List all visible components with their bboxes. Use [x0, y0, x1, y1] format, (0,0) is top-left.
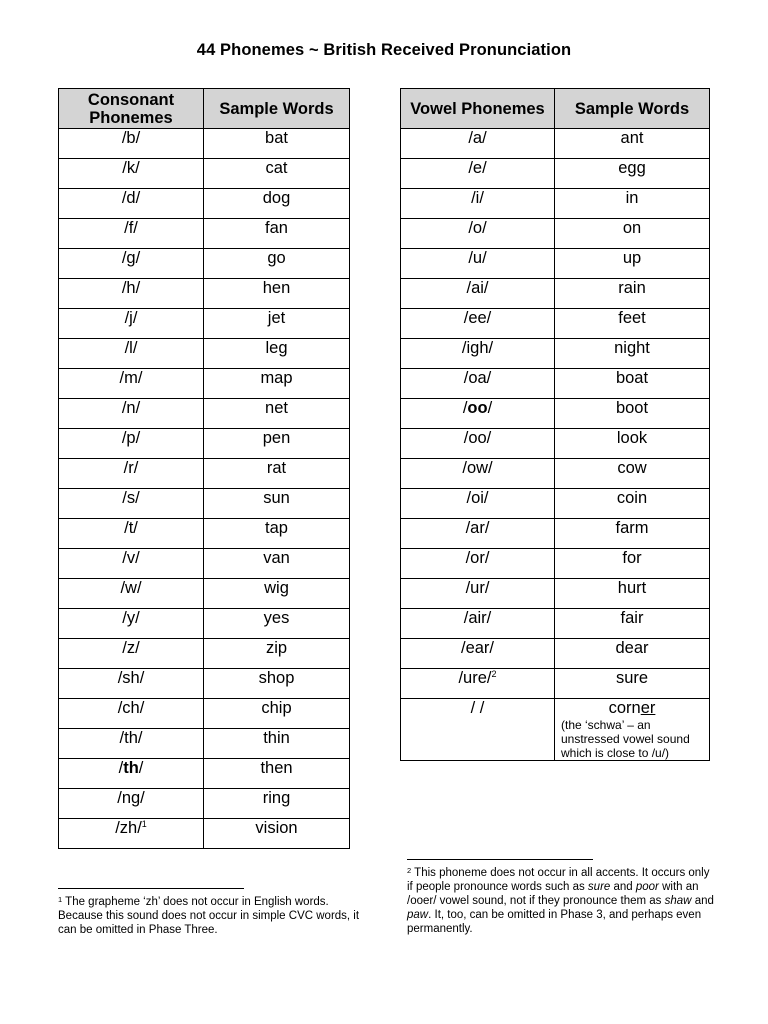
- sample-word-cell: [204, 579, 350, 609]
- sample-word-cell: [204, 819, 350, 849]
- table-row: [59, 519, 350, 549]
- sample-word: feet: [618, 309, 646, 327]
- phoneme-cell: [401, 129, 555, 159]
- footnote-ure: [407, 866, 717, 936]
- table-row: [401, 459, 710, 489]
- footnote-text: This phoneme does not occur in all accents. It occurs only if people pronounce words such as: [407, 867, 710, 893]
- sample-word: bat: [265, 129, 288, 147]
- phoneme-text: /u/: [468, 249, 487, 267]
- table-row: [59, 609, 350, 639]
- sample-word-cell: [555, 399, 710, 429]
- sample-word: rain: [618, 279, 646, 297]
- sample-word-cell: [555, 549, 710, 579]
- table-row: [59, 789, 350, 819]
- phoneme-text: /sh/: [117, 669, 145, 687]
- sample-word-cell: [555, 699, 710, 761]
- phoneme-cell: [401, 219, 555, 249]
- sample-word-cell: [555, 489, 710, 519]
- phoneme-text: /g/: [121, 249, 141, 267]
- phoneme-cell: [401, 309, 555, 339]
- phoneme-bold-letters: oo: [467, 399, 488, 417]
- table-row: [401, 549, 710, 579]
- sample-word-cell: [555, 129, 710, 159]
- phoneme-cell: [401, 669, 555, 699]
- sample-word: shop: [258, 669, 295, 687]
- table-row: [401, 249, 710, 279]
- phoneme-cell: [59, 399, 204, 429]
- sample-word: pen: [262, 429, 291, 447]
- sample-word-cell: [555, 429, 710, 459]
- schwa-note: (the ‘schwa’ – an unstressed vowel sound which is close to /u/): [561, 718, 690, 760]
- phoneme-cell: [59, 309, 204, 339]
- footnote-text: and: [610, 881, 636, 893]
- sample-word-cell: [555, 459, 710, 489]
- sample-word: egg: [618, 159, 646, 177]
- sample-word-cell: [555, 369, 710, 399]
- table-row: [401, 609, 710, 639]
- table-row: [59, 429, 350, 459]
- phoneme-text: /ee/: [463, 309, 492, 327]
- phoneme-cell: [59, 219, 204, 249]
- sample-word-cell: [204, 189, 350, 219]
- sample-word-cell: [204, 309, 350, 339]
- footnote-marker: 2: [407, 866, 412, 875]
- table-row: [59, 819, 350, 849]
- phoneme-text: /a/: [468, 129, 487, 147]
- phoneme-text: /ow/: [462, 459, 493, 477]
- column-header: Sample Words: [204, 89, 350, 129]
- phoneme-cell: [59, 519, 204, 549]
- phoneme-text: /igh/: [461, 339, 494, 357]
- sample-word-cell: [204, 699, 350, 729]
- sample-word-cell: [204, 729, 350, 759]
- sample-word: vision: [255, 819, 298, 837]
- sample-word-underlined: er: [640, 699, 656, 717]
- sample-word-cell: [204, 339, 350, 369]
- sample-word-cell: [555, 339, 710, 369]
- phoneme-text: /e/: [468, 159, 487, 177]
- phoneme-text: /o/: [468, 219, 487, 237]
- sample-word: sun: [263, 489, 290, 507]
- phoneme-cell: [59, 789, 204, 819]
- sample-word: look: [616, 429, 648, 447]
- phoneme-bold-letters: th: [123, 759, 139, 777]
- table-row: [401, 189, 710, 219]
- table-row: [59, 129, 350, 159]
- sample-word: farm: [615, 519, 649, 537]
- phoneme-text: /m/: [119, 369, 143, 387]
- footnote-example-word: shaw: [664, 895, 692, 907]
- table-row: [59, 159, 350, 189]
- phoneme-cell: [401, 579, 555, 609]
- sample-word: hurt: [617, 579, 647, 597]
- sample-word: then: [260, 759, 293, 777]
- footnote-marker: 1: [141, 819, 147, 829]
- column-header: Vowel Phonemes: [401, 89, 555, 129]
- table-row: [59, 249, 350, 279]
- phoneme-text: /z/: [122, 639, 140, 657]
- phoneme-cell: [59, 609, 204, 639]
- phoneme-text: /ur/: [465, 579, 490, 597]
- sample-word: jet: [267, 309, 286, 327]
- phoneme-cell: [401, 519, 555, 549]
- sample-word-cell: [204, 669, 350, 699]
- phoneme-text: /r/: [123, 459, 139, 477]
- phoneme-cell: [401, 549, 555, 579]
- phoneme-cell: [59, 459, 204, 489]
- sample-word-cell: [204, 129, 350, 159]
- phoneme-cell: [59, 279, 204, 309]
- table-row: [401, 159, 710, 189]
- phoneme-cell: [59, 369, 204, 399]
- table-row: [59, 669, 350, 699]
- phoneme-text: /i/: [471, 189, 484, 207]
- phoneme-text: /f/: [124, 219, 138, 237]
- table-row: [59, 219, 350, 249]
- footnote-marker: 2: [491, 669, 497, 679]
- sample-word: hen: [262, 279, 291, 297]
- phoneme-cell: [401, 369, 555, 399]
- sample-word-cell: [204, 489, 350, 519]
- sample-word: boat: [615, 369, 649, 387]
- phoneme-cell: [59, 189, 204, 219]
- consonant-table: [58, 88, 350, 849]
- sample-word: van: [263, 549, 290, 567]
- page-title: 44 Phonemes ~ British Received Pronunciation: [196, 41, 572, 59]
- sample-word-cell: [204, 219, 350, 249]
- table-row: [59, 579, 350, 609]
- sample-word-cell: [204, 759, 350, 789]
- table-row: [401, 309, 710, 339]
- phoneme-cell: [401, 699, 555, 761]
- sample-word-cell: [555, 219, 710, 249]
- phoneme-cell: [401, 159, 555, 189]
- phoneme-cell: [401, 459, 555, 489]
- sample-word-cell: [204, 279, 350, 309]
- sample-word: net: [265, 399, 288, 417]
- phoneme-cell: [59, 729, 204, 759]
- table-row: [401, 519, 710, 549]
- phoneme-text: /l/: [124, 339, 138, 357]
- phoneme-cell: [401, 189, 555, 219]
- vowel-table: [400, 88, 710, 761]
- sample-word: yes: [263, 609, 290, 627]
- phoneme-text: /oi/: [466, 489, 489, 507]
- sample-word: map: [260, 369, 293, 387]
- phoneme-text: /k/: [122, 159, 140, 177]
- phoneme-cell: /oo/: [401, 399, 555, 429]
- table-row: [59, 729, 350, 759]
- phoneme-cell: [59, 699, 204, 729]
- table-row: [401, 639, 710, 669]
- footnote-text: with an /ooer/ vowel sound, not if they pronounce them as: [407, 881, 699, 907]
- table-row: [401, 489, 710, 519]
- phoneme-text: /b/: [121, 129, 141, 147]
- table-row: [401, 429, 710, 459]
- phoneme-cell: [401, 279, 555, 309]
- footnote-example-word: poor: [635, 881, 659, 893]
- table-row: [59, 639, 350, 669]
- sample-word-cell: [204, 429, 350, 459]
- footnote-separator: [407, 859, 593, 860]
- table-row: [59, 489, 350, 519]
- sample-word-cell: [555, 159, 710, 189]
- phoneme-cell: [59, 159, 204, 189]
- phoneme-text: /ch/: [117, 699, 145, 717]
- phoneme-text: /j/: [124, 309, 138, 327]
- sample-word: ant: [620, 129, 644, 147]
- phoneme-cell: [401, 639, 555, 669]
- phoneme-text: /or/: [465, 549, 490, 567]
- phoneme-cell: [59, 339, 204, 369]
- table-row: [401, 579, 710, 609]
- sample-word: go: [267, 249, 286, 267]
- sample-word: on: [622, 219, 642, 237]
- sample-word-cell: [204, 549, 350, 579]
- phoneme-text: /ure/: [458, 669, 492, 687]
- sample-word-cell: [555, 309, 710, 339]
- phoneme-text: /ng/: [117, 789, 145, 807]
- sample-word-cell: [204, 249, 350, 279]
- sample-word-cell: [555, 249, 710, 279]
- sample-word: rat: [266, 459, 287, 477]
- phoneme-cell: [401, 249, 555, 279]
- table-row: [59, 699, 350, 729]
- sample-word-cell: [555, 189, 710, 219]
- sample-word: up: [622, 249, 642, 267]
- table-row: [401, 339, 710, 369]
- phoneme-cell: [59, 129, 204, 159]
- sample-word: leg: [265, 339, 288, 357]
- table-row: [59, 279, 350, 309]
- sample-word-cell: [204, 369, 350, 399]
- footnote-text: and: [691, 895, 714, 907]
- footnote-separator: [58, 888, 244, 889]
- sample-word-cell: [204, 639, 350, 669]
- footnote-text: The grapheme ‘zh’ does not occur in English words. Because this sound does not occur in simple CVC words, it can be omitted in Phase Three.: [58, 896, 360, 936]
- phoneme-cell: [401, 429, 555, 459]
- phoneme-text: /h/: [121, 279, 141, 297]
- sample-word: zip: [265, 639, 288, 657]
- phoneme-cell: [59, 819, 204, 849]
- table-row: [401, 279, 710, 309]
- sample-word-cell: [204, 519, 350, 549]
- sample-word: coin: [616, 489, 648, 507]
- table-row: [401, 699, 710, 761]
- phoneme-text: /ear/: [460, 639, 495, 657]
- phoneme-text: /t/: [124, 519, 138, 537]
- table-row: [59, 369, 350, 399]
- table-row: [59, 399, 350, 429]
- sample-word: fan: [265, 219, 288, 237]
- phoneme-text: /n/: [121, 399, 141, 417]
- phoneme-cell: [59, 639, 204, 669]
- phoneme-text: /s/: [122, 489, 140, 507]
- sample-word: thin: [263, 729, 290, 747]
- phoneme-text: /air/: [463, 609, 492, 627]
- phoneme-cell: [59, 489, 204, 519]
- phoneme-cell: [59, 579, 204, 609]
- phoneme-cell: [401, 609, 555, 639]
- sample-word: in: [625, 189, 639, 207]
- sample-word: cow: [617, 459, 647, 477]
- table-row: [401, 369, 710, 399]
- phoneme-text: /w/: [120, 579, 142, 597]
- phoneme-text: /th/: [119, 729, 143, 747]
- sample-word: dear: [615, 639, 649, 657]
- phoneme-cell: /th/: [59, 759, 204, 789]
- sample-word: ring: [262, 789, 291, 807]
- sample-word-cell: [555, 579, 710, 609]
- table-row: [401, 399, 710, 429]
- sample-word-cell: [204, 789, 350, 819]
- sample-word-cell: [204, 609, 350, 639]
- sample-word: fair: [620, 609, 644, 627]
- sample-word: cat: [265, 159, 288, 177]
- phoneme-cell: [59, 549, 204, 579]
- sample-word: for: [622, 549, 642, 567]
- sample-word: sure: [615, 669, 649, 687]
- footnote-example-word: sure: [587, 881, 611, 893]
- phoneme-cell: [59, 429, 204, 459]
- column-header: Sample Words: [555, 89, 710, 129]
- phoneme-text: /ai/: [466, 279, 489, 297]
- table-row: [59, 339, 350, 369]
- sample-word: corn: [608, 699, 641, 717]
- phoneme-text: /y/: [122, 609, 140, 627]
- column-header: Consonant Phonemes: [59, 89, 204, 129]
- sample-word-cell: [555, 279, 710, 309]
- table-row: [401, 219, 710, 249]
- phoneme-text: /zh/: [115, 819, 142, 837]
- phoneme-text: /v/: [122, 549, 140, 567]
- table-row: [59, 189, 350, 219]
- sample-word-cell: [555, 519, 710, 549]
- sample-word-cell: [204, 399, 350, 429]
- sample-word: dog: [262, 189, 291, 207]
- sample-word: boot: [615, 399, 649, 417]
- table-row: [59, 549, 350, 579]
- sample-word-cell: [555, 669, 710, 699]
- table-row: [401, 669, 710, 699]
- sample-word: chip: [261, 699, 292, 717]
- sample-word: night: [614, 339, 650, 357]
- table-row: [59, 459, 350, 489]
- sample-word-cell: [204, 159, 350, 189]
- footnote-example-word: paw: [407, 909, 429, 921]
- footnote-marker: 1: [58, 895, 63, 904]
- sample-word-cell: [555, 609, 710, 639]
- phoneme-text: /p/: [121, 429, 141, 447]
- phoneme-cell: [401, 489, 555, 519]
- phoneme-text: / /: [470, 699, 485, 717]
- table-row: [401, 129, 710, 159]
- phoneme-text: /ar/: [465, 519, 490, 537]
- phoneme-text: /oa/: [463, 369, 492, 387]
- phoneme-cell: [59, 249, 204, 279]
- sample-word: wig: [264, 579, 289, 597]
- table-row: [59, 309, 350, 339]
- sample-word: tap: [265, 519, 288, 537]
- footnote-zh: [58, 895, 368, 937]
- phoneme-cell: [59, 669, 204, 699]
- table-row: [59, 759, 350, 789]
- sample-word-cell: [204, 459, 350, 489]
- phoneme-cell: [401, 339, 555, 369]
- phoneme-text: /oo/: [463, 429, 492, 447]
- footnote-text: . It, too, can be omitted in Phase 3, and perhaps even permanently.: [407, 909, 702, 935]
- phoneme-text: /d/: [121, 189, 141, 207]
- sample-word-cell: [555, 639, 710, 669]
